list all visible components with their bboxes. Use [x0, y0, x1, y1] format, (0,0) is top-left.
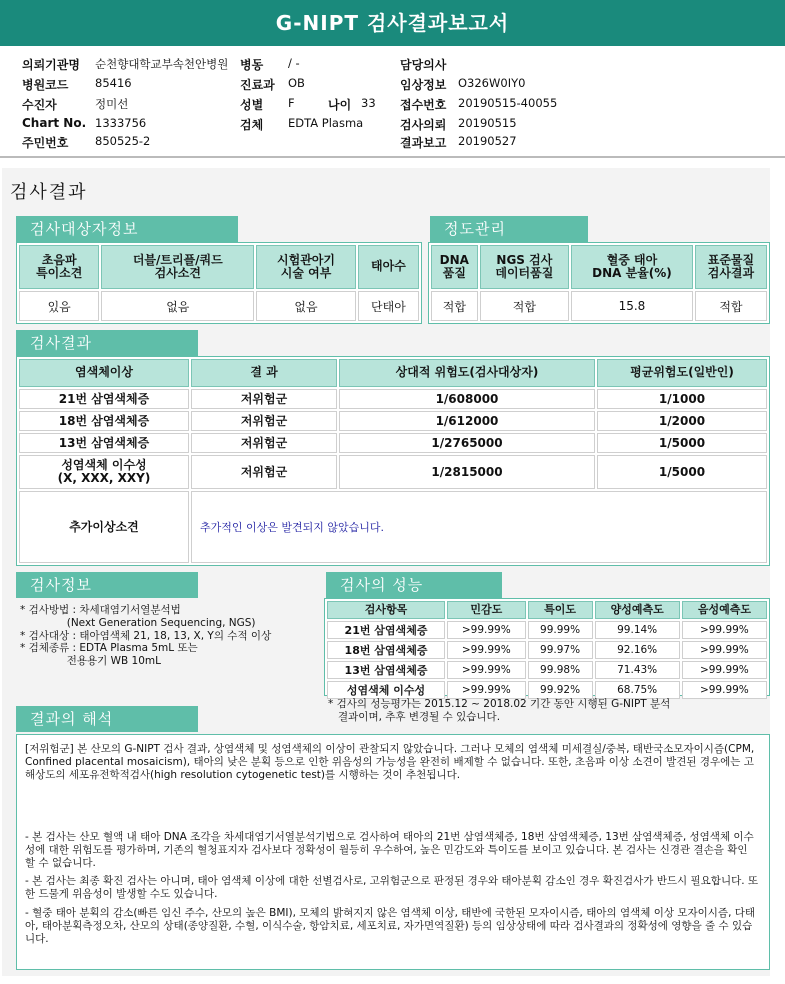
relative-risk: 1/608000 [339, 389, 595, 409]
specimen-label: 검체 [240, 118, 264, 132]
clinical-info-value: O326W0IY0 [458, 76, 526, 90]
qc-header: 표준물질 검사결과 [695, 245, 767, 289]
subject-header: 초음파 특이소견 [19, 245, 99, 289]
subject-info-panel [16, 242, 422, 324]
age-value: 33 [361, 96, 376, 110]
sensitivity: >99.99% [447, 681, 526, 699]
interpretation-label: 결과의 해석 [16, 706, 198, 732]
test-info-text: * 검사방법 : 차세대염기서열분석법 (Next Generation Sequencing, NGS) * 검사대상 : 태아염색체 21, 18, 13, X, Y의 수적 이상 * 검체종류 : EDTA Plasma 5mL 또는 전용용기 WB 10mL [20, 604, 272, 668]
ward-label: 병동 [240, 58, 264, 72]
request-date-value: 20190515 [458, 116, 517, 130]
performance-header: 양성예측도 [595, 601, 680, 619]
resident-no-value: 850525-2 [95, 134, 151, 148]
specificity: 99.97% [528, 641, 593, 659]
subject-info-label: 검사대상자정보 [16, 216, 238, 242]
report-body [2, 168, 770, 976]
report-header [0, 46, 785, 156]
qc-value: 적합 [695, 291, 767, 321]
qc-label: 정도관리 [430, 216, 588, 242]
subject-header: 시험관아기 시술 여부 [256, 245, 356, 289]
results-header: 결 과 [191, 359, 337, 387]
sensitivity: >99.99% [447, 621, 526, 639]
extra-findings-label: 추가이상소견 [19, 491, 189, 563]
receipt-no-value: 20190515-40055 [458, 96, 558, 110]
main-title: 검사결과 [10, 182, 88, 203]
npv: >99.99% [682, 681, 767, 699]
chromosome-name: 성염색체 이수성 (X, XXX, XXY) [19, 455, 189, 489]
results-table [17, 357, 769, 565]
average-risk: 1/2000 [597, 411, 767, 431]
subject-value: 없음 [256, 291, 356, 321]
interpretation-note: - 본 검사는 최종 확진 검사는 아니며, 태아 염색체 이상에 대한 선별검사로, 고위험군으로 판정된 경우와 태아분획 감소인 경우 확진검사가 반드시 필요합니다. 또한 드물게 위음성이 발생할 수도 있습니다. [25, 875, 759, 901]
specificity: 99.92% [528, 681, 593, 699]
subject-info-table [17, 243, 421, 323]
table-row [19, 411, 767, 431]
relative-risk: 1/2815000 [339, 455, 595, 489]
results-header: 상대적 위험도(검사대상자) [339, 359, 595, 387]
qc-header: NGS 검사 데이터품질 [480, 245, 569, 289]
performance-header: 검사항목 [327, 601, 445, 619]
average-risk: 1/5000 [597, 433, 767, 453]
performance-header: 특이도 [528, 601, 593, 619]
table-row [19, 491, 767, 563]
qc-value: 적합 [480, 291, 569, 321]
qc-header: 혈중 태아 DNA 분율(%) [571, 245, 693, 289]
specificity: 99.98% [528, 661, 593, 679]
npv: >99.99% [682, 621, 767, 639]
performance-item: 13번 삼염색체증 [327, 661, 445, 679]
patient-value: 정미선 [95, 97, 129, 111]
specimen-value: EDTA Plasma [288, 116, 364, 130]
interpretation-note: - 본 검사는 산모 혈액 내 태아 DNA 조각을 차세대염기서열분석기법으로 검사하여 태아의 21번 삼염색체증, 18번 삼염색체증, 13번 삼염색체증, 성염색체 이수성에 대한 위험도를 평가하며, 기존의 혈청표지자 검사보다 정확성이 월등히 우수하여, 높은 민감도와 특이도를 보이고 있습니다. 본 검사는 신경관 결손을 확인 할 수 없습니다. [25, 831, 754, 869]
sex-label: 성별 [240, 98, 264, 112]
chromosome-name: 18번 삼염색체증 [19, 411, 189, 431]
table-row [327, 641, 767, 659]
extra-findings-value: 추가적인 이상은 발견되지 않았습니다. [191, 491, 767, 563]
performance-header: 민감도 [447, 601, 526, 619]
table-row [19, 389, 767, 409]
chromosome-name: 21번 삼염색체증 [19, 389, 189, 409]
table-row [327, 661, 767, 679]
average-risk: 1/1000 [597, 389, 767, 409]
interpretation-main-text: [저위험군] 본 산모의 G-NIPT 검사 결과, 상염색체 및 성염색체의 이상이 관찰되지 않았습니다. 그러나 모체의 염색체 미세결실/중복, 태반국소모자이시즘(CPM, Confined placental mosaicism), 태아의 낮은 분획 등으로 인한 위음성의 가능성을 완전히 배제할 수 없습니다. 또한, 초음파 이상 소견이 발견된 경우에는 고해상도의 세포유전학적검사(high resolution cytogenetic test)를 시행하는 것이 추천됩니다. [25, 743, 755, 781]
sex-value: F [288, 96, 295, 110]
request-date-label: 검사의뢰 [400, 118, 447, 132]
performance-item: 성염색체 이수성 [327, 681, 445, 699]
qc-value: 15.8 [571, 291, 693, 321]
table-row [19, 455, 767, 489]
report-title: G-NIPT 검사결과보고서 [0, 0, 785, 46]
performance-panel [324, 598, 770, 696]
sensitivity: >99.99% [447, 661, 526, 679]
ward-value: / - [288, 56, 300, 70]
report-date-label: 결과보고 [400, 136, 447, 150]
performance-table [325, 599, 769, 701]
subject-value: 있음 [19, 291, 99, 321]
department-value: OB [288, 76, 305, 90]
department-label: 진료과 [240, 78, 275, 92]
subject-value: 없음 [101, 291, 254, 321]
results-label: 검사결과 [16, 330, 198, 356]
ppv: 68.75% [595, 681, 680, 699]
test-info-label: 검사정보 [16, 572, 198, 598]
hospital-code-label: 병원코드 [22, 78, 69, 92]
table-row [19, 433, 767, 453]
risk-result: 저위험군 [191, 411, 337, 431]
ppv: 92.16% [595, 641, 680, 659]
test-info-panel [16, 598, 322, 688]
header-divider [0, 156, 785, 158]
interpretation-panel [16, 734, 770, 970]
results-header: 평균위험도(일반인) [597, 359, 767, 387]
clinical-info-label: 임상정보 [400, 78, 447, 92]
chart-no-value: 1333756 [95, 116, 147, 130]
relative-risk: 1/612000 [339, 411, 595, 431]
average-risk: 1/5000 [597, 455, 767, 489]
relative-risk: 1/2765000 [339, 433, 595, 453]
institution-value: 순천향대학교부속천안병원 [95, 57, 229, 71]
sensitivity: >99.99% [447, 641, 526, 659]
receipt-no-label: 접수번호 [400, 98, 447, 112]
interpretation-note: - 혈중 태아 분획의 감소(빠른 임신 주수, 산모의 높은 BMI), 모체의 밝혀지지 않은 염색체 이상, 태반에 국한된 모자이시즘, 태아의 염색체 이상 모자이시즘, 다태아, 태아분획측정오차, 산모의 상태(종양질환, 수혈, 이식수술, 항암치료, 세포치료, 자가면역질환) 등의 임상상태에 따라 검사결과의 정확성에 영향을 줄 수 있습니다. [25, 906, 756, 945]
subject-value: 단태아 [358, 291, 419, 321]
interpretation-main [25, 743, 761, 787]
ppv: 99.14% [595, 621, 680, 639]
qc-header: DNA 품질 [431, 245, 478, 289]
risk-result: 저위험군 [191, 455, 337, 489]
institution-label: 의뢰기관명 [22, 58, 80, 72]
performance-label: 검사의 성능 [326, 572, 502, 598]
results-panel [16, 356, 770, 566]
npv: >99.99% [682, 641, 767, 659]
resident-no-label: 주민번호 [22, 136, 69, 150]
results-header: 염색체이상 [19, 359, 189, 387]
performance-note: * 검사의 성능평가는 2015.12 ~ 2018.02 기간 동안 시행된 G-NIPT 분석 결과이며, 추후 변경될 수 있습니다. [328, 698, 671, 723]
risk-result: 저위험군 [191, 389, 337, 409]
performance-header: 음성예측도 [682, 601, 767, 619]
interpretation-notes [25, 831, 761, 951]
age-label: 나이 [328, 98, 352, 112]
table-row [327, 621, 767, 639]
ppv: 71.43% [595, 661, 680, 679]
patient-label: 수진자 [22, 98, 57, 112]
subject-header: 태아수 [358, 245, 419, 289]
qc-panel [428, 242, 770, 324]
performance-item: 21번 삼염색체증 [327, 621, 445, 639]
chromosome-name: 13번 삼염색체증 [19, 433, 189, 453]
risk-result: 저위험군 [191, 433, 337, 453]
doctor-label: 담당의사 [400, 58, 447, 72]
subject-header: 더블/트리플/쿼드 검사소견 [101, 245, 254, 289]
table-row [327, 681, 767, 699]
qc-value: 적합 [431, 291, 478, 321]
specificity: 99.99% [528, 621, 593, 639]
performance-item: 18번 삼염색체증 [327, 641, 445, 659]
npv: >99.99% [682, 661, 767, 679]
qc-table [429, 243, 769, 323]
hospital-code-value: 85416 [95, 76, 132, 90]
report-date-value: 20190527 [458, 134, 517, 148]
chart-no-label: Chart No. [22, 116, 87, 130]
